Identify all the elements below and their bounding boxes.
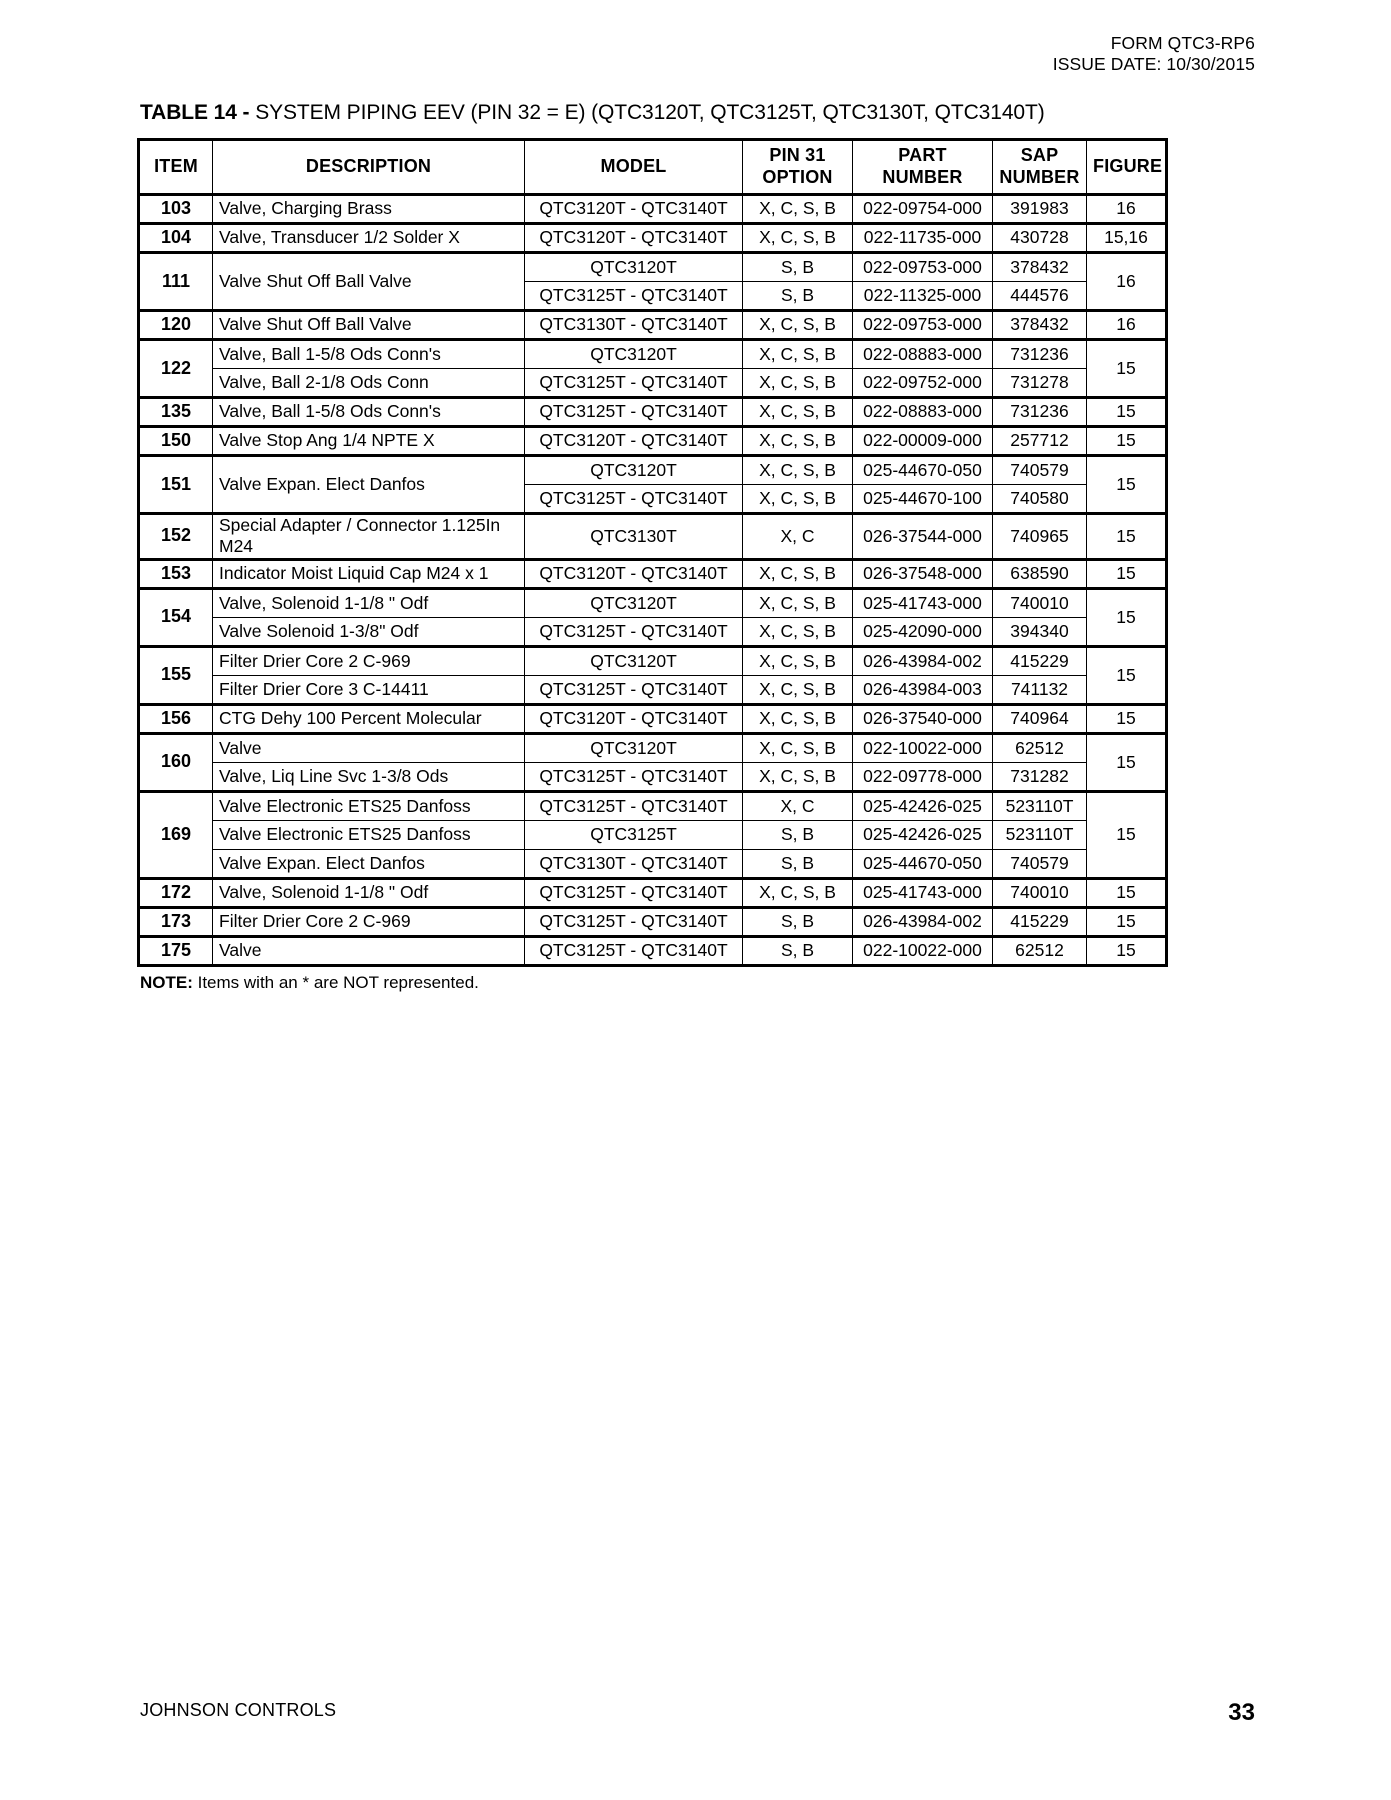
cell-item: 135 (139, 398, 213, 427)
cell-description: Valve, Solenoid 1-1/8 " Odf (213, 878, 525, 907)
cell-model: QTC3125T - QTC3140T (525, 675, 743, 704)
cell-pin31-option: X, C, S, B (743, 224, 853, 253)
table-row (139, 253, 1167, 282)
column-header-item: ITEM (139, 140, 213, 195)
cell-description: Valve Expan. Elect Danfos (213, 849, 525, 878)
table-title (140, 100, 1045, 126)
table-row (139, 936, 1167, 965)
table-row (139, 369, 1167, 398)
cell-sap-number: 740010 (993, 588, 1087, 617)
cell-pin31-option: X, C, S, B (743, 733, 853, 762)
cell-part-number: 026-37548-000 (853, 559, 993, 588)
form-number: FORM QTC3-RP6 (1110, 33, 1255, 53)
cell-part-number: 025-44670-100 (853, 485, 993, 514)
cell-sap-number: 740010 (993, 878, 1087, 907)
cell-item: 169 (139, 791, 213, 878)
cell-figure: 15 (1087, 733, 1167, 791)
cell-sap-number: 394340 (993, 617, 1087, 646)
cell-pin31-option: S, B (743, 282, 853, 311)
cell-description: Valve (213, 733, 525, 762)
cell-pin31-option: X, C, S, B (743, 311, 853, 340)
cell-model: QTC3120T - QTC3140T (525, 224, 743, 253)
cell-figure: 16 (1087, 253, 1167, 311)
cell-description: Valve Solenoid 1-3/8" Odf (213, 617, 525, 646)
cell-item: 103 (139, 195, 213, 224)
column-header-part-line1: PART (898, 145, 947, 166)
table-row (139, 514, 1167, 560)
cell-figure: 15 (1087, 704, 1167, 733)
cell-pin31-option: S, B (743, 936, 853, 965)
cell-description: Filter Drier Core 2 C-969 (213, 907, 525, 936)
cell-figure: 15 (1087, 646, 1167, 704)
cell-pin31-option: X, C, S, B (743, 617, 853, 646)
cell-pin31-option: X, C, S, B (743, 646, 853, 675)
cell-pin31-option: X, C, S, B (743, 878, 853, 907)
table-title-text: SYSTEM PIPING EEV (PIN 32 = E) (QTC3120T, QTC3125T, QTC3130T, QTC3140T) (249, 101, 1045, 124)
cell-model: QTC3125T - QTC3140T (525, 791, 743, 820)
cell-model: QTC3125T - QTC3140T (525, 762, 743, 791)
cell-model: QTC3120T (525, 340, 743, 369)
cell-model: QTC3130T - QTC3140T (525, 849, 743, 878)
cell-part-number: 022-11735-000 (853, 224, 993, 253)
cell-model: QTC3130T - QTC3140T (525, 311, 743, 340)
parts-table (137, 138, 1168, 967)
table-row (139, 675, 1167, 704)
cell-model: QTC3125T - QTC3140T (525, 907, 743, 936)
cell-description: Valve, Liq Line Svc 1-3/8 Ods (213, 762, 525, 791)
cell-sap-number: 444576 (993, 282, 1087, 311)
cell-figure: 15,16 (1087, 224, 1167, 253)
cell-figure: 15 (1087, 427, 1167, 456)
cell-part-number: 026-37544-000 (853, 514, 993, 560)
cell-item: 151 (139, 456, 213, 514)
cell-sap-number: 740965 (993, 514, 1087, 560)
cell-model: QTC3125T - QTC3140T (525, 369, 743, 398)
table-row (139, 646, 1167, 675)
cell-model: QTC3125T - QTC3140T (525, 485, 743, 514)
cell-figure: 15 (1087, 456, 1167, 514)
cell-sap-number: 731282 (993, 762, 1087, 791)
footer-page-number: 33 (1228, 1699, 1255, 1726)
cell-model: QTC3120T (525, 588, 743, 617)
cell-part-number: 022-09753-000 (853, 311, 993, 340)
cell-pin31-option: S, B (743, 253, 853, 282)
cell-sap-number: 741132 (993, 675, 1087, 704)
cell-figure: 15 (1087, 588, 1167, 646)
cell-part-number: 025-42426-025 (853, 791, 993, 820)
cell-sap-number: 391983 (993, 195, 1087, 224)
table-note (140, 973, 479, 993)
cell-item: 160 (139, 733, 213, 791)
cell-part-number: 022-08883-000 (853, 398, 993, 427)
cell-item: 120 (139, 311, 213, 340)
cell-sap-number: 62512 (993, 936, 1087, 965)
cell-sap-number: 740579 (993, 456, 1087, 485)
cell-figure: 16 (1087, 195, 1167, 224)
column-header-model: MODEL (525, 140, 743, 195)
cell-model: QTC3125T - QTC3140T (525, 936, 743, 965)
table-row (139, 224, 1167, 253)
cell-description: Indicator Moist Liquid Cap M24 x 1 (213, 559, 525, 588)
table-row (139, 456, 1167, 485)
table-row (139, 311, 1167, 340)
cell-model: QTC3125T - QTC3140T (525, 398, 743, 427)
cell-sap-number: 378432 (993, 311, 1087, 340)
table-row (139, 559, 1167, 588)
cell-description: Valve, Charging Brass (213, 195, 525, 224)
cell-part-number: 026-43984-003 (853, 675, 993, 704)
column-header-pin31 (743, 140, 853, 195)
cell-part-number: 026-43984-002 (853, 646, 993, 675)
cell-description: Valve Stop Ang 1/4 NPTE X (213, 427, 525, 456)
cell-description: Valve Electronic ETS25 Danfoss (213, 820, 525, 849)
cell-sap-number: 257712 (993, 427, 1087, 456)
cell-item: 172 (139, 878, 213, 907)
cell-part-number: 025-41743-000 (853, 588, 993, 617)
cell-model: QTC3120T - QTC3140T (525, 427, 743, 456)
table-row (139, 762, 1167, 791)
note-label: NOTE: (140, 973, 193, 992)
cell-model: QTC3120T (525, 456, 743, 485)
cell-item: 152 (139, 514, 213, 560)
table-row (139, 617, 1167, 646)
cell-figure: 15 (1087, 514, 1167, 560)
table-body (139, 195, 1167, 966)
cell-figure: 15 (1087, 907, 1167, 936)
cell-model: QTC3120T - QTC3140T (525, 195, 743, 224)
column-header-sap-number (993, 140, 1087, 195)
cell-sap-number: 523110T (993, 791, 1087, 820)
cell-part-number: 022-11325-000 (853, 282, 993, 311)
cell-part-number: 022-10022-000 (853, 936, 993, 965)
table-row (139, 878, 1167, 907)
cell-item: 153 (139, 559, 213, 588)
cell-part-number: 025-42426-025 (853, 820, 993, 849)
cell-figure: 16 (1087, 311, 1167, 340)
cell-pin31-option: X, C, S, B (743, 762, 853, 791)
cell-sap-number: 740579 (993, 849, 1087, 878)
table-row (139, 704, 1167, 733)
cell-sap-number: 415229 (993, 646, 1087, 675)
cell-figure: 15 (1087, 398, 1167, 427)
cell-sap-number: 415229 (993, 907, 1087, 936)
cell-description: Valve (213, 936, 525, 965)
cell-part-number: 022-09753-000 (853, 253, 993, 282)
cell-item: 155 (139, 646, 213, 704)
cell-part-number: 022-00009-000 (853, 427, 993, 456)
table-row (139, 398, 1167, 427)
header-row (139, 140, 1167, 195)
cell-model: QTC3120T - QTC3140T (525, 704, 743, 733)
cell-model: QTC3120T - QTC3140T (525, 559, 743, 588)
cell-pin31-option: X, C (743, 514, 853, 560)
cell-sap-number: 638590 (993, 559, 1087, 588)
table-row (139, 820, 1167, 849)
table-row (139, 849, 1167, 878)
cell-pin31-option: X, C (743, 791, 853, 820)
cell-part-number: 022-09778-000 (853, 762, 993, 791)
cell-model: QTC3125T (525, 820, 743, 849)
cell-figure: 15 (1087, 936, 1167, 965)
cell-part-number: 026-43984-002 (853, 907, 993, 936)
table-head (139, 140, 1167, 195)
cell-description: Filter Drier Core 2 C-969 (213, 646, 525, 675)
cell-sap-number: 430728 (993, 224, 1087, 253)
table-row (139, 733, 1167, 762)
cell-pin31-option: X, C, S, B (743, 588, 853, 617)
cell-pin31-option: S, B (743, 820, 853, 849)
cell-model: QTC3125T - QTC3140T (525, 282, 743, 311)
cell-pin31-option: S, B (743, 849, 853, 878)
parts-table-wrapper (137, 138, 1163, 967)
cell-sap-number: 62512 (993, 733, 1087, 762)
cell-description: Valve, Ball 2-1/8 Ods Conn (213, 369, 525, 398)
cell-figure: 15 (1087, 878, 1167, 907)
cell-pin31-option: S, B (743, 907, 853, 936)
column-header-pin31-line1: PIN 31 (769, 145, 826, 166)
cell-pin31-option: X, C, S, B (743, 398, 853, 427)
cell-description: Valve, Ball 1-5/8 Ods Conn's (213, 340, 525, 369)
cell-figure: 15 (1087, 791, 1167, 878)
cell-sap-number: 523110T (993, 820, 1087, 849)
cell-part-number: 025-44670-050 (853, 849, 993, 878)
table-row (139, 588, 1167, 617)
document-header (1053, 33, 1255, 75)
cell-part-number: 022-08883-000 (853, 340, 993, 369)
cell-sap-number: 731236 (993, 340, 1087, 369)
cell-description: Valve Shut Off Ball Valve (213, 311, 525, 340)
cell-sap-number: 378432 (993, 253, 1087, 282)
cell-part-number: 025-41743-000 (853, 878, 993, 907)
cell-item: 111 (139, 253, 213, 311)
cell-item: 154 (139, 588, 213, 646)
cell-description: Valve Electronic ETS25 Danfoss (213, 791, 525, 820)
cell-model: QTC3130T (525, 514, 743, 560)
cell-pin31-option: X, C, S, B (743, 675, 853, 704)
footer-company: JOHNSON CONTROLS (140, 1700, 337, 1720)
table-row (139, 195, 1167, 224)
cell-pin31-option: X, C, S, B (743, 456, 853, 485)
cell-description: Filter Drier Core 3 C-14411 (213, 675, 525, 704)
note-text: Items with an * are NOT represented. (192, 973, 479, 992)
cell-model: QTC3125T - QTC3140T (525, 617, 743, 646)
cell-model: QTC3125T - QTC3140T (525, 878, 743, 907)
cell-model: QTC3120T (525, 253, 743, 282)
cell-part-number: 022-09754-000 (853, 195, 993, 224)
cell-item: 156 (139, 704, 213, 733)
cell-part-number: 022-10022-000 (853, 733, 993, 762)
cell-pin31-option: X, C, S, B (743, 704, 853, 733)
issue-date: ISSUE DATE: 10/30/2015 (1052, 54, 1255, 74)
cell-description: Special Adapter / Connector 1.125In M24 (213, 514, 525, 560)
cell-sap-number: 731236 (993, 398, 1087, 427)
cell-sap-number: 731278 (993, 369, 1087, 398)
cell-item: 173 (139, 907, 213, 936)
cell-description: Valve Shut Off Ball Valve (213, 253, 525, 311)
column-header-sap-line2: NUMBER (999, 167, 1080, 187)
table-title-label: TABLE 14 - (140, 101, 250, 124)
cell-part-number: 026-37540-000 (853, 704, 993, 733)
cell-pin31-option: X, C, S, B (743, 369, 853, 398)
column-header-figure: FIGURE (1087, 140, 1167, 195)
cell-description: Valve Expan. Elect Danfos (213, 456, 525, 514)
column-header-sap-line1: SAP (1020, 145, 1059, 166)
cell-figure: 15 (1087, 559, 1167, 588)
cell-sap-number: 740964 (993, 704, 1087, 733)
cell-pin31-option: X, C, S, B (743, 559, 853, 588)
cell-pin31-option: X, C, S, B (743, 195, 853, 224)
cell-sap-number: 740580 (993, 485, 1087, 514)
cell-description: CTG Dehy 100 Percent Molecular (213, 704, 525, 733)
cell-item: 150 (139, 427, 213, 456)
cell-part-number: 022-09752-000 (853, 369, 993, 398)
cell-figure: 15 (1087, 340, 1167, 398)
column-header-part-number (853, 140, 993, 195)
cell-part-number: 025-44670-050 (853, 456, 993, 485)
table-row (139, 907, 1167, 936)
table-row (139, 427, 1167, 456)
table-row (139, 340, 1167, 369)
column-header-pin31-line2: OPTION (762, 167, 833, 187)
cell-description: Valve, Ball 1-5/8 Ods Conn's (213, 398, 525, 427)
column-header-description: DESCRIPTION (213, 140, 525, 195)
cell-description: Valve, Solenoid 1-1/8 " Odf (213, 588, 525, 617)
table-row (139, 791, 1167, 820)
cell-part-number: 025-42090-000 (853, 617, 993, 646)
cell-description: Valve, Transducer 1/2 Solder X (213, 224, 525, 253)
cell-pin31-option: X, C, S, B (743, 340, 853, 369)
cell-item: 104 (139, 224, 213, 253)
cell-model: QTC3120T (525, 646, 743, 675)
cell-model: QTC3120T (525, 733, 743, 762)
cell-item: 122 (139, 340, 213, 398)
cell-item: 175 (139, 936, 213, 965)
column-header-part-line2: NUMBER (882, 167, 963, 187)
cell-pin31-option: X, C, S, B (743, 427, 853, 456)
cell-pin31-option: X, C, S, B (743, 485, 853, 514)
